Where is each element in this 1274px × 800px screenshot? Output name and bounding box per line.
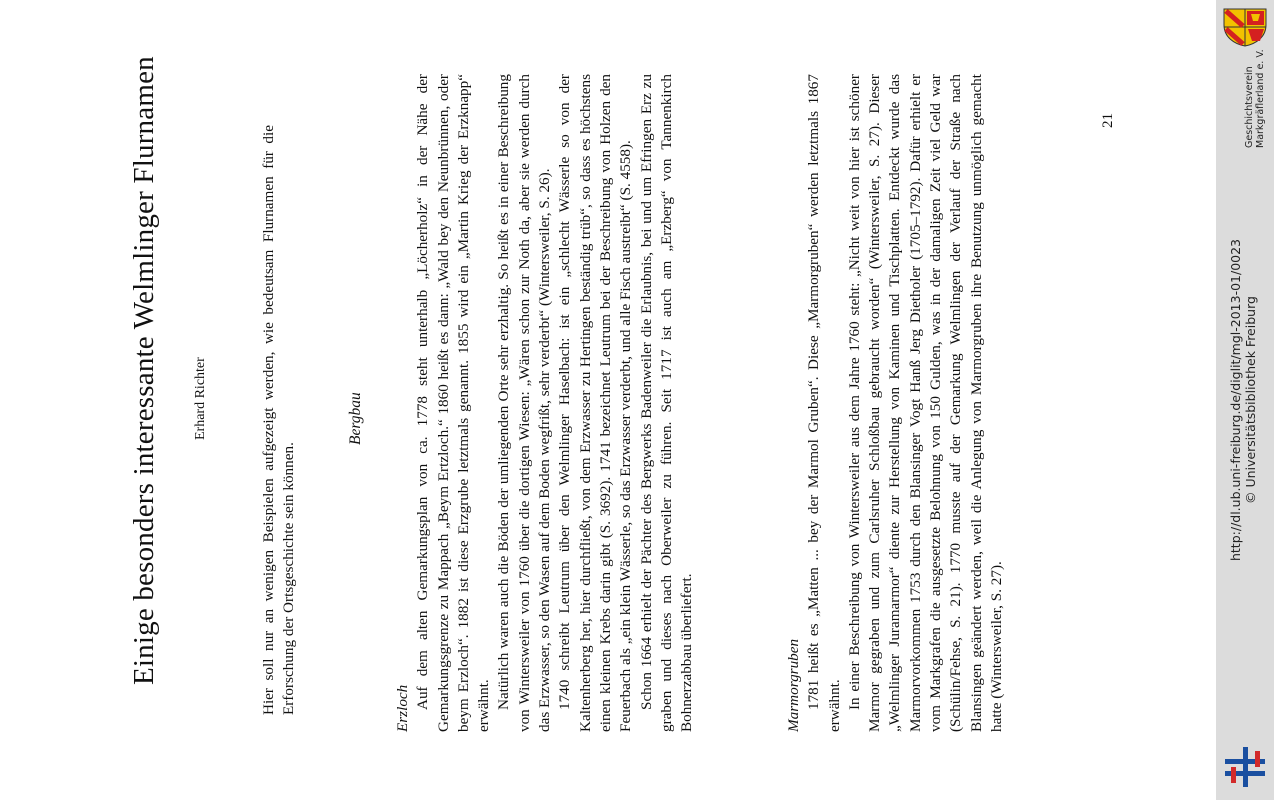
article-title: Einige besonders interessante Welmlinger Flurnamen — [128, 56, 160, 685]
paragraph: Natürlich waren auch die Böden der umliegenden Orte sehr erzhaltig. So heißt es in einer Beschreibung von Wintersweiler von 1760 über die dortigen Wiesen: „Wären schon zur Noth da, aber sie werden durch das Erzwasser, so den Wasen auf dem Boden wegfrißt, sehr verderbt“ (Wintersweiler, S. 26). — [495, 74, 554, 732]
section-erzloch — [393, 74, 697, 732]
publisher-line: Geschichtsverein — [1244, 66, 1255, 148]
section-marmorgruben — [784, 74, 1007, 732]
section-heading-bergbau: Bergbau — [347, 392, 364, 445]
subheading-marmorgruben: Marmorgruben — [785, 638, 802, 732]
coat-of-arms-icon — [1222, 7, 1268, 52]
paragraph: 1781 heißt es „Matten ... bey der Marmol Gruben“. Diese „Marmorgruben“ werden letztmals 1867 erwähnt. — [805, 74, 843, 732]
article-author: Erhard Richter — [193, 357, 208, 440]
paragraph: In einer Beschreibung von Wintersweiler aus dem Jahre 1760 steht: „Nicht weit von hier ist schöner Marmor gegraben und zum Carlsruher Schloßbau gebraucht worden“ (Wintersweiler, S. 27). Dieser „Welmlinger Juramarmor“ diente zur Herstellung von Kaminen und Tischplatten. Entdeckt wurde das Marmorvorkommen 1753 durch den Blansinger Vogt Hanß Jerg Dietholer (1705–1792). Dafür erhielt er vom Markgrafen die ausgesetzte Belohnung von 150 Gulden, was in der damaligen Zeit viel Geld war (Schülin/Fehse, S. 21). 1770 musste auf der Gemarkung Welmlingen der Verlauf der Straße nach Blansingen geändert werden, weil die Anlegung von Marmorgruben ihre Benutzung unmöglich gemacht hatte (Wintersweiler, S. 27). — [845, 74, 1005, 732]
publisher-line: Markgräflerland e. V. — [1255, 49, 1266, 148]
paragraph: Auf dem alten Gemarkungsplan von ca. 1778 steht unterhalb „Löcherholz“ in der Nähe der Gemarkungsgrenze zu Mappach „Beym Ertzloch.“ 1860 heißt es dann: „Wald bey den Neunbrünnen, oder beym Erzloch“. 1882 ist diese Erzgrube letztmals genannt. 1855 wird ein „Martin Krieg der Erzknapp“ erwähnt. — [414, 74, 493, 732]
intro-paragraph: Hier soll nur an wenigen Beispielen aufgezeigt werden, wie bedeutsam Flurnamen für die Erforschung der Ortsgeschichte sein können. — [260, 125, 297, 715]
ub-freiburg-logo-icon — [1225, 747, 1269, 796]
subheading-erzloch: Erzloch — [394, 684, 411, 732]
copyright-text: © Universitätsbibliothek Freiburg — [1243, 296, 1258, 504]
page-number: 21 — [1100, 113, 1116, 128]
paragraph: Schon 1664 erhielt der Pächter des Bergwerks Badenweiler die Erlaubnis, bei und um Efringen Erz zu graben und dieses nach Oberweiler zu führen. Seit 1717 ist auch am „Erzberg“ von Tannenkirch Bohnerzabbau überliefert. — [637, 74, 696, 732]
paragraph: 1740 schreibt Leutrum über den Welmlinger Haselbach: ist ein „schlecht Wässerle so von der Kaltenherberg her, hier durchfließt, von dem Erzwasser zu Hertingen beständig trüb“, so dass es höchstens einen kleinen Krebs darin gibt (S. 3692). 1741 bezeichnet Leutrum bei der Beschreibung von Holzen den Feuerbach als „ein klein Wässerle, so das Erzwasser verderbt, und alle Fisch austreibt“ (S. 4558). — [556, 74, 635, 732]
source-url-link[interactable]: http://dl.ub.uni-freiburg.de/diglit/mgl-2013-01/0023 — [1228, 238, 1243, 562]
